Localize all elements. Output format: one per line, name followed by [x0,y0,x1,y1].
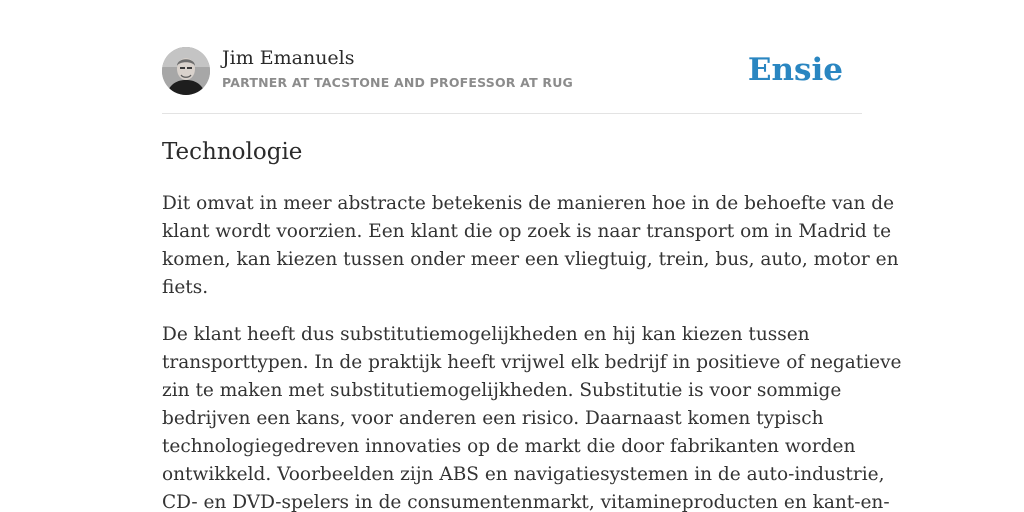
text-line: technologiegedreven innovaties op de markt die door fabrikanten worden [162,436,856,457]
author-avatar[interactable] [162,47,210,95]
article-title: Technologie [162,139,303,165]
text-line: komen, kan kiezen tussen onder meer een vliegtuig, trein, bus, auto, motor en [162,249,899,270]
text-line: Dit omvat in meer abstracte betekenis de manieren hoe in de behoefte van de [162,193,895,214]
text-line: ontwikkeld. Voorbeelden zijn ABS en navigatiesystemen in de auto-industrie, [162,464,885,485]
text-line: CD- en DVD-spelers in de consumentenmarkt, vitamineproducten en kant-en- [162,492,890,512]
author-role: PARTNER AT TACSTONE AND PROFESSOR AT RUG [222,75,573,90]
brand-logo[interactable]: Ensie [747,52,843,88]
author-name[interactable]: Jim Emanuels [222,47,355,69]
text-line: klant wordt voorzien. Een klant die op zoek is naar transport om in Madrid te [162,221,892,242]
person-portrait-icon [162,47,210,95]
text-line: bedrijven een kans, voor anderen een risico. Daarnaast komen typisch [162,408,824,429]
text-line: De klant heeft dus substitutiemogelijkheden en hij kan kiezen tussen [162,324,810,345]
text-line: zin te maken met substitutiemogelijkheden. Substitutie is voor sommige [162,380,842,401]
article-paragraph [162,321,902,512]
text-line: fiets. [162,277,209,298]
author-header [162,45,862,114]
article-body [162,190,902,512]
article-paragraph [162,190,899,302]
text-line: transporttypen. In de praktijk heeft vrijwel elk bedrijf in positieve of negatieve [162,352,902,373]
